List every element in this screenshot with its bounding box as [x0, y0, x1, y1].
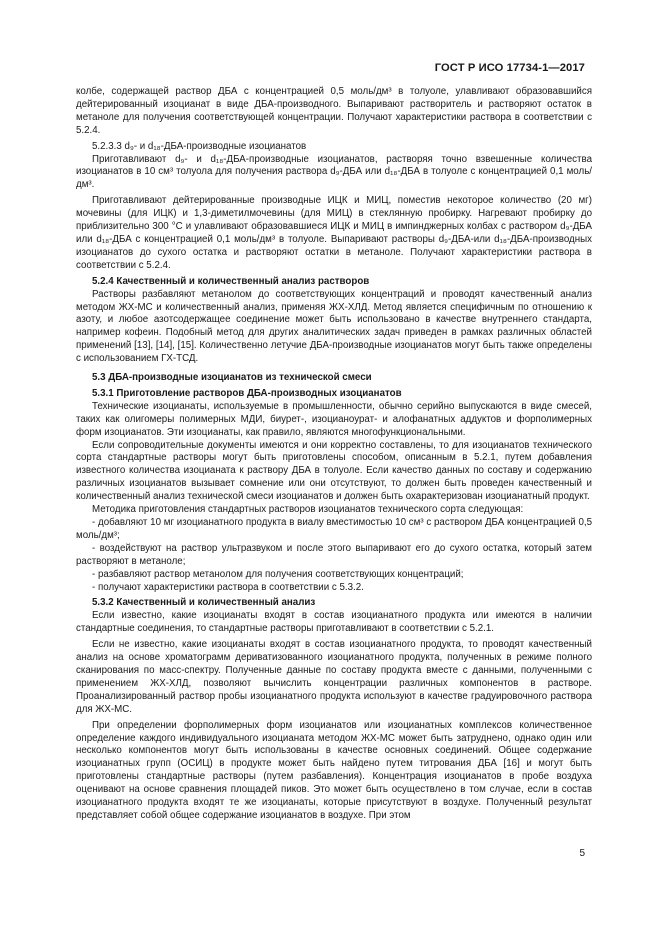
paragraph: Если сопроводительные документы имеются и они корректно составлены, то для изоцианатов технического сорта стандартные растворы могут быть приготовлены способом, описанным в 5.2.1, путем добавления известного количества изоцианата к раствору ДБА в толуоле. Если качество данных по составу и содержанию различных изоцианатов вызывает сомнение или они отсутствуют, то должен быть проведен качественный и количественный анализ технической смеси изоцианатов и должен быть охарактеризован изоцианатный продукт. [76, 439, 592, 503]
page-number: 5 [579, 848, 585, 859]
paragraph: колбе, содержащей раствор ДБА с концентрацией 0,5 моль/дм³ в толуоле, улавливают образовавшийся дейтерированный изоцианат в виде ДБА-производного. Выпаривают растворитель и растворяют остаток в метаноле для получения соответствующей концентрации. Получают характеристики раствора в соответствии с 5.2.4. [76, 86, 592, 136]
section-heading-5-3-1: 5.3.1 Приготовление растворов ДБА-производных изоцианатов [92, 387, 402, 399]
list-item: - получают характеристики раствора в соответствии с 5.3.2. [92, 581, 364, 593]
subsection-heading-5-2-3-3: 5.2.3.3 d₉- и d₁₈-ДБА-производные изоцианатов [92, 140, 307, 152]
paragraph: Приготавливают дейтерированные производные ИЦК и МИЦ, поместив некоторое количество (20 мг) мочевины (для ИЦК) и 1,3-диметилмочевины (для МИЦ) в стеклянную пробирку. Нагревают пробирку до приблизительно 300 °С и улавливают образовавшиеся ИЦК и МИЦ в импинджерных колбах с раствором d₉-ДБА или d₁₈-ДБА с концентрацией 0,1 моль/дм³ в толуоле. Выпаривают растворы d₉-ДБА-или d₁₈-ДБА-производных изоцианатов до сухого остатка и растворяют остатки в метаноле. Получают характеристики раствора в соответствии с 5.2.4. [76, 195, 592, 271]
paragraph: Методика приготовления стандартных растворов изоцианатов технического сорта следующая: [92, 504, 524, 516]
paragraph: Если не известно, какие изоцианаты входят в состав изоцианатного продукта, то проводят качественный анализ на основе хроматограмм дериватизованного изоцианатного продукта, полученных в режиме полного сканирования по масс-спектру. Полученные данные по составу продукта вместе с данными, полученными с применением ЖХ-ХЛД, позволяют вычислить концентрации различных компонентов в растворе. Проанализированный раствор пробы изоцианатного продукта используют в качестве градуировочного раствора для ЖХ-МС. [76, 639, 592, 715]
paragraph: Растворы разбавляют метанолом до соответствующих концентраций и проводят качественный анализ методом ЖХ-МС и количественный анализ, применяя ЖХ-ХЛД. Метод является специфичным по отношению к азоту, и любое азотсодержащее соединение может быть использовано в качестве внутреннего стандарта, например кофеин. Подобный метод для других аналитических задач приведен в рамках различных областей применений [13], [14], [15]. Количественно летучие ДБА-производные изоцианатов могут быть также определены с использованием ГХ-ТСД. [76, 288, 592, 365]
document-header: ГОСТ Р ИСО 17734-1—2017 [434, 62, 585, 74]
list-item: - разбавляют раствор метанолом для получения соответствующих концентраций; [92, 568, 464, 580]
section-heading-5-3: 5.3 ДБА-производные изоцианатов из технической смеси [92, 372, 372, 384]
list-item: - воздействуют на раствор ультразвуком и после этого выпаривают его до сухого остатка, который затем растворяют в метаноле; [76, 542, 592, 567]
section-heading-5-2-4: 5.2.4 Качественный и количественный анализ растворов [92, 275, 370, 287]
paragraph: Если известно, какие изоцианаты входят в состав изоцианатного продукта или имеются в наличии стандартные соединения, то стандартные растворы приготавливают в соответствии с 5.2.1. [76, 610, 592, 635]
section-heading-5-3-2: 5.3.2 Качественный и количественный анализ [92, 597, 316, 609]
document-body [76, 86, 592, 823]
paragraph: При определении форполимерных форм изоцианатов или изоцианатных комплексов количественное определение каждого индивидуального изоцианата методом ЖХ-МС может быть затруднено, однако один или несколько компонентов могут быть использованы в качестве основных соединений. Общее содержание изоцианатных групп (ОСИЦ) в продукте может быть найдено путем титрования ДБА [16] и могут быть приготовлены стандартные растворы (путем разбавления). Концентрация изоцианатов в пробе воздуха оценивают на основе сравнения площадей пиков. Это может быть осуществлено в том случае, если в состав изоцианатного продукта входят те же изоцианаты, которые присутствуют в воздухе. Полученный результат представляет собой общее содержание изоцианатов в воздухе. При этом [76, 719, 592, 821]
paragraph: Приготавливают d₉- и d₁₈-ДБА-производные изоцианатов, растворяя точно взвешенные количества изоцианатов в 10 см³ толуола для получения раствора d₉-ДБА или d₁₈-ДБА в толуоле с концентрацией 0,1 моль/дм³. [76, 153, 592, 191]
list-item: - добавляют 10 мг изоцианатного продукта в виалу вместимостью 10 см³ с раствором ДБА концентрацией 0,5 моль/дм³; [76, 517, 592, 541]
paragraph: Технические изоцианаты, используемые в промышленности, обычно серийно выпускаются в виде смесей, таких как олигомеры полимерных МДИ, биурет-, изоцианоурат- и алофанатных аддуктов и форполимерных форм изоцианатов. Эти изоцианаты, как правило, являются многофункциональными. [76, 400, 592, 438]
